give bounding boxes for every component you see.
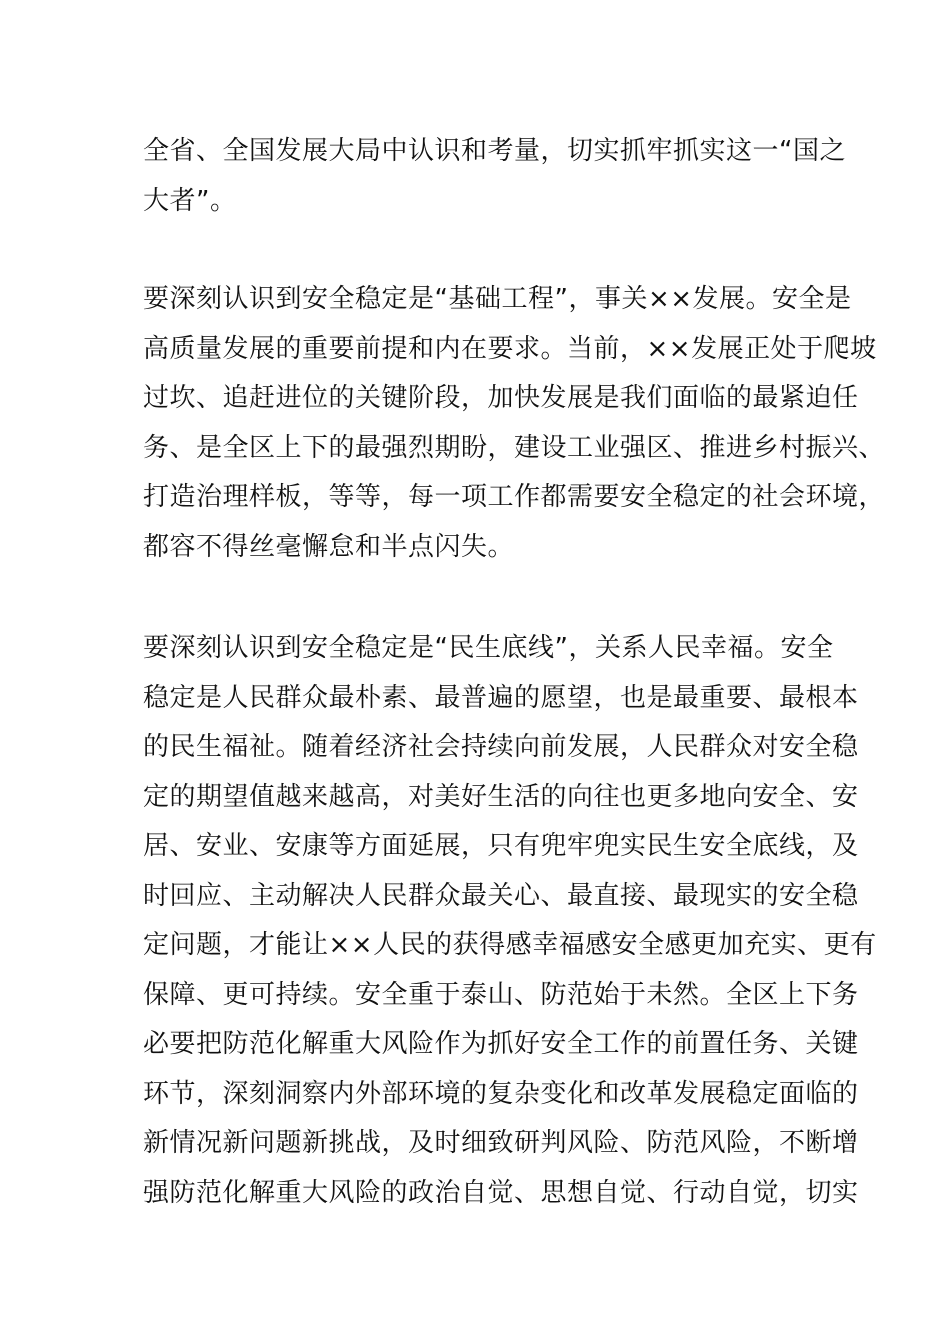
text-line: 过坎、追赶进位的关键阶段，加快发展是我们面临的最紧迫任: [143, 383, 859, 413]
text-line: 强防范化解重大风险的政治自觉、思想自觉、行动自觉，切实: [143, 1177, 859, 1208]
text-line: 要深刻认识到安全稳定是“民生底线”，关系人民幸福。安全: [143, 633, 834, 663]
text-line: 定问题，才能让××人民的获得感幸福感安全感更加充实、更有: [143, 930, 877, 960]
text-line: 务、是全区上下的最强烈期盼，建设工业强区、推进乡村振兴、: [143, 432, 886, 463]
text-line: 环节，深刻洞察内外部环境的复杂变化和改革发展稳定面临的: [143, 1078, 859, 1109]
text-line: 全省、全国发展大局中认识和考量，切实抓牢抓实这一“国之: [143, 136, 846, 166]
text-line: 大者”。: [143, 185, 237, 216]
text-line: 打造治理样板，等等，每一项工作都需要安全稳定的社会环境，: [143, 482, 886, 512]
text-line: 高质量发展的重要前提和内在要求。当前，××发展正处于爬坡: [143, 333, 877, 364]
paragraph-3: [143, 624, 877, 1218]
paragraph-2: [143, 275, 886, 572]
text-line: 时回应、主动解决人民群众最关心、最直接、最现实的安全稳: [143, 880, 859, 911]
text-line: 要深刻认识到安全稳定是“基础工程”，事关××发展。安全是: [143, 284, 852, 314]
text-line: 的民生福祉。随着经济社会持续向前发展，人民群众对安全稳: [143, 732, 859, 762]
text-line: 定的期望值越来越高，对美好生活的向往也更多地向安全、安: [143, 781, 859, 812]
text-line: 保障、更可持续。安全重于泰山、防范始于未然。全区上下务: [143, 979, 859, 1010]
paragraph-1: [143, 127, 846, 226]
text-line: 新情况新问题新挑战，及时细致研判风险、防范风险，不断增: [143, 1128, 859, 1158]
text-line: 稳定是人民群众最朴素、最普遍的愿望，也是最重要、最根本: [143, 682, 859, 713]
text-line: 必要把防范化解重大风险作为抓好安全工作的前置任务、关键: [143, 1029, 859, 1059]
text-line: 居、安业、安康等方面延展，只有兜牢兜实民生安全底线，及: [143, 831, 859, 861]
text-line: 都容不得丝毫懈怠和半点闪失。: [143, 531, 515, 562]
